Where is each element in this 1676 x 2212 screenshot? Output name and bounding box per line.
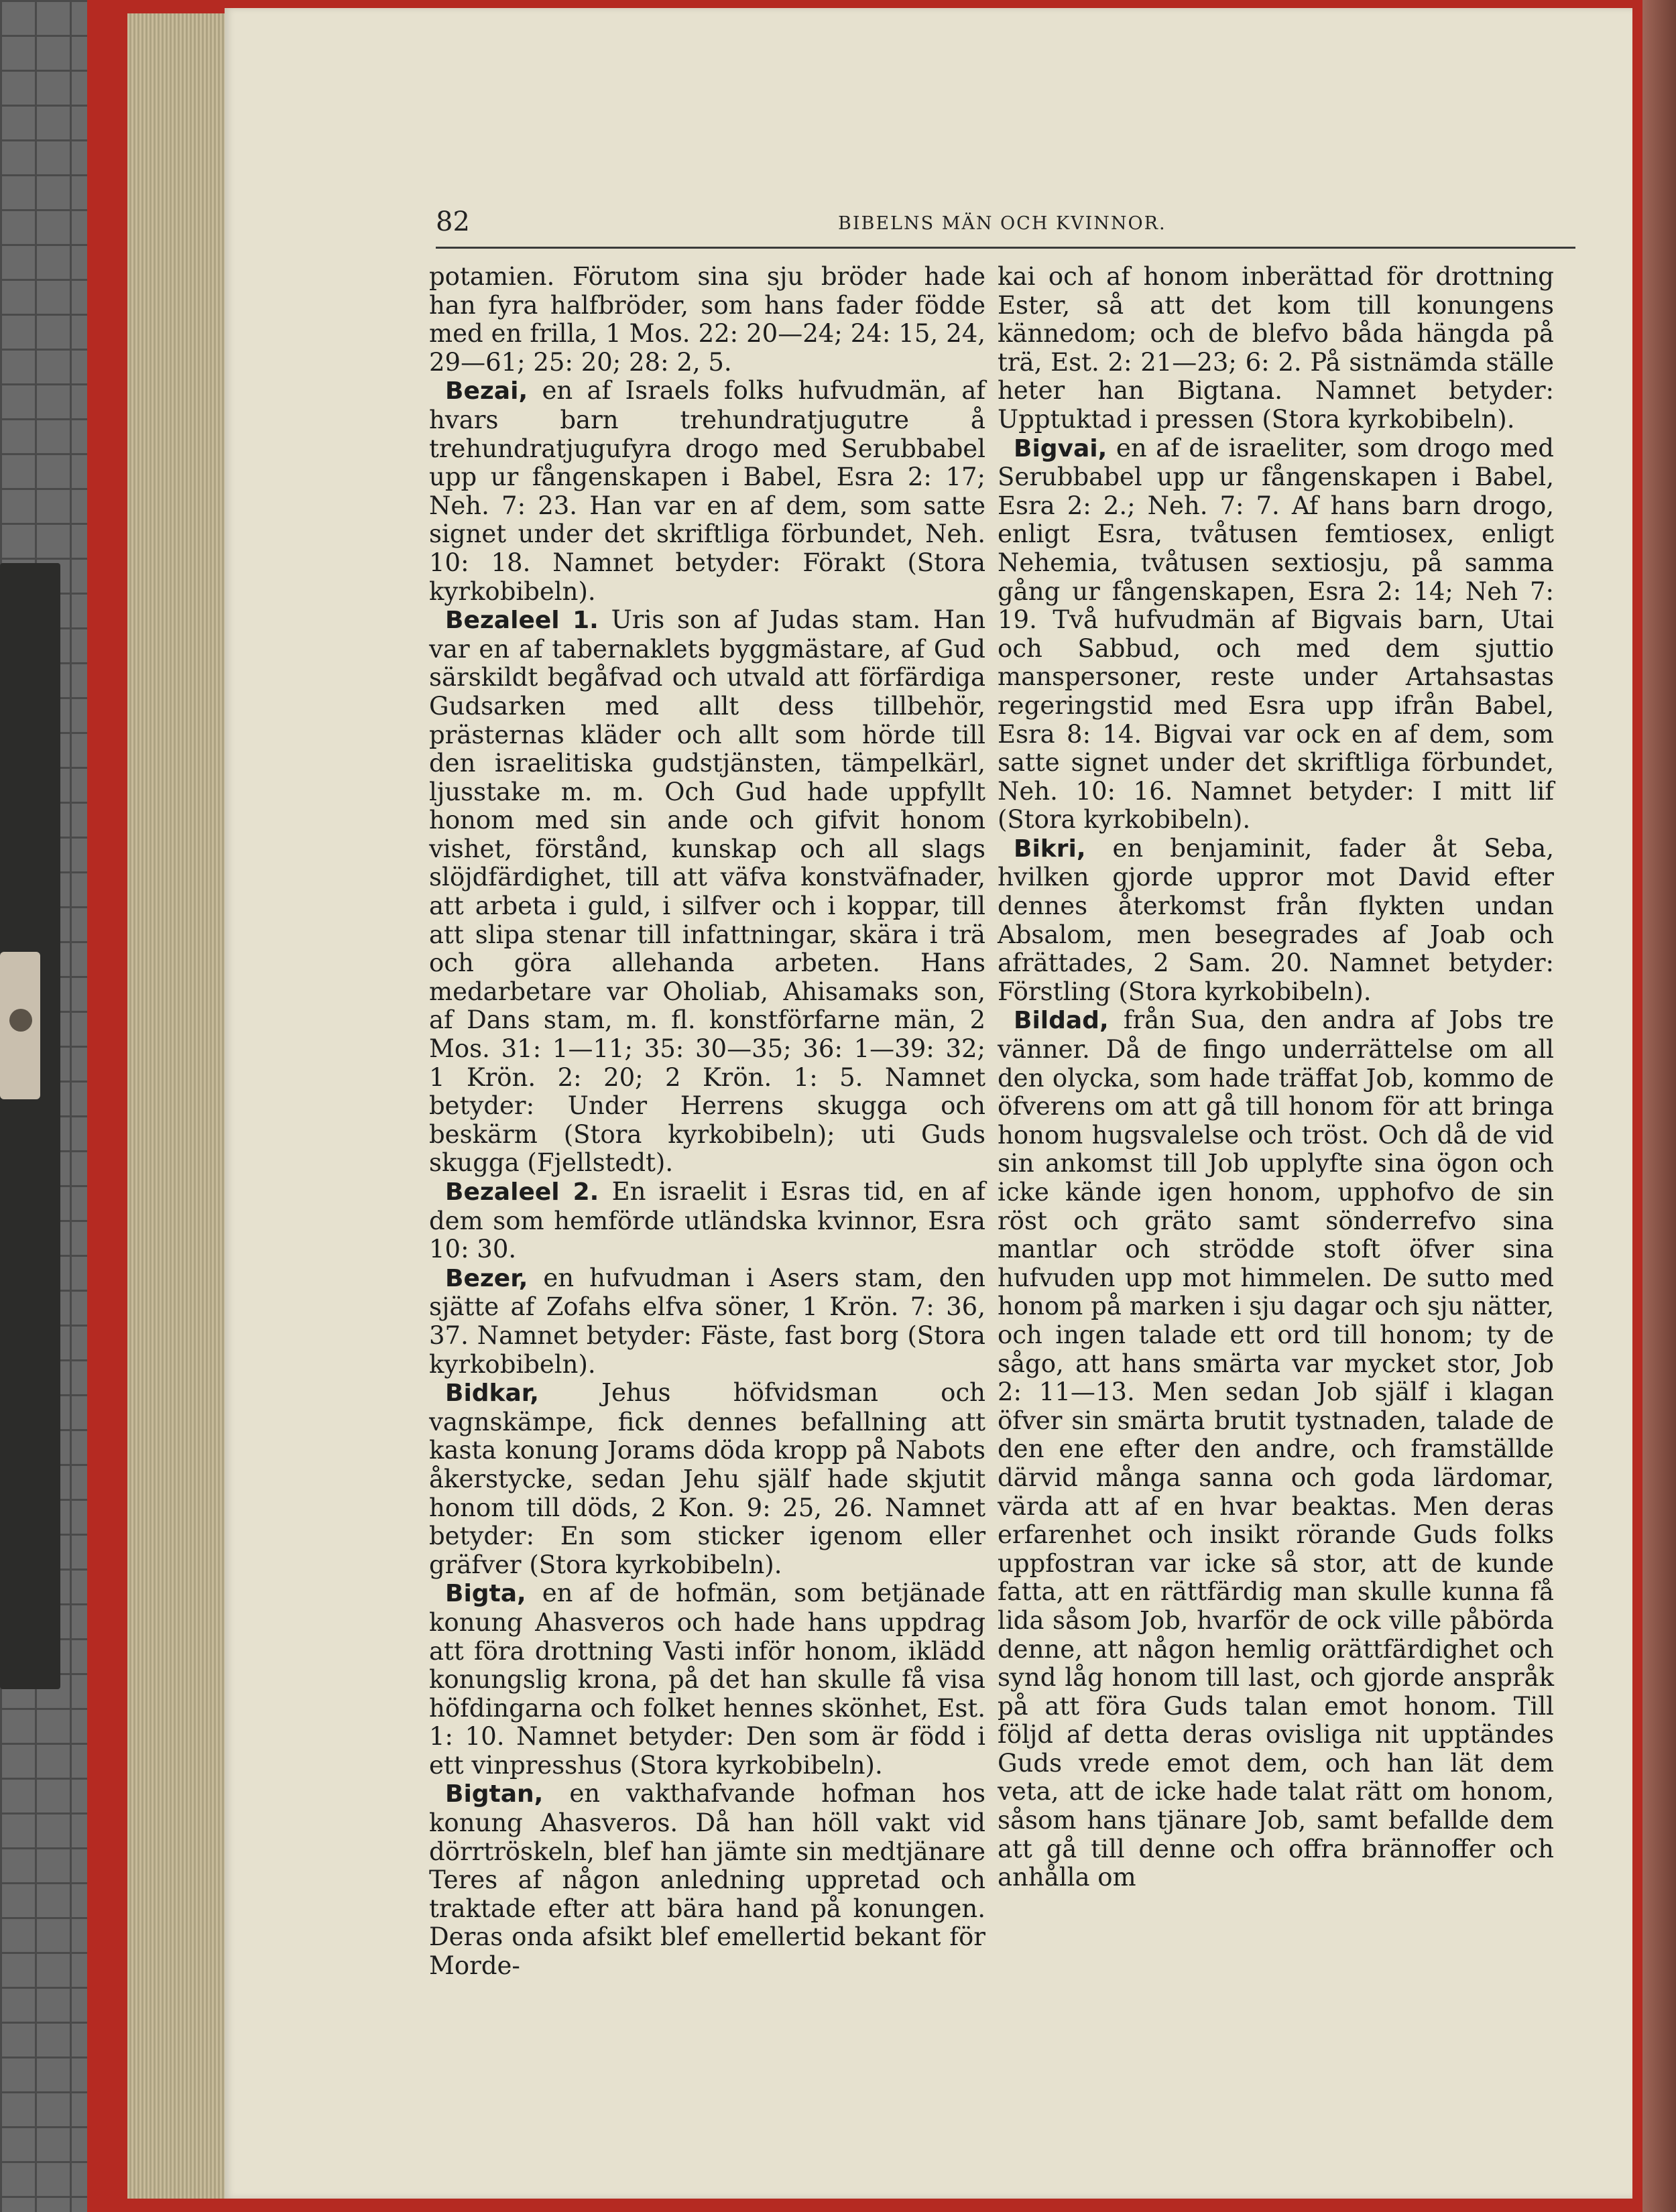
entry-text: en af Israels folks hufvudmän, af hvars barn trehundratjugutre å trehundratjugufyra drogo med Serubbabel upp ur fångenskapen i Babel, Esra 2: 17; Neh. 7: 23. Han var en af dem, som satte signet under det skriftliga förbundet, Neh. 10: 18. Namnet betyder: Förakt (Stora kyrkobibeln). [429,376,985,606]
entry-text: Uris son af Judas stam. Han var en af tabernaklets byggmästare, af Gud särskildt begåfvad och utvald att förfärdiga Gudsarken med allt dess tillbehör, prästernas kläder och allt som hörde till den israelitiska gudstjänsten, tämpelkärl, ljusstake m. m. Och Gud hade uppfyllt honom med sin ande och gifvit honom vishet, förstånd, kunskap och all slags slöjdfärdighet, till att väfva konstväfnader, att arbeta i guld, i silfver och i koppar, till att slipa stenar till infattningar, skära i trä och göra allehanda arbeten. Hans medarbetare var Oholiab, Ahisamaks son, af Dans stam, m. fl. konstförfarne män, 2 Mos. 31: 1—11; 35: 30—35; 36: 1—39: 32; 1 Krön. 2: 20; 2 Krön. 1: 5. Namnet betyder: Under Herrens skugga och beskärm (Stora kyrkobibeln); uti Guds skugga (Fjellstedt). [429,605,986,1178]
entry-paragraph [429,1579,985,1780]
entry-text: en hufvudman i Asers stam, den sjätte af Zofahs elfva söner, 1 Krön. 7: 36, 37. Namnet betyder: Fäste, fast borg (Stora kyrkobibeln). [429,1263,986,1379]
entry-text: en benjaminit, fader åt Seba, hvilken gjorde uppror mot David efter dennes återkomst från flykten undan Absalom, men besegrades af Joab och afrättades, 2 Sam. 20. Namnet betyder: Förstling (Stora kyrkobibeln). [998,833,1554,1006]
page-number: 82 [436,206,470,237]
entry-headword: Bigta, [445,1580,526,1608]
clamp-screw [9,1009,32,1032]
header-rule [436,247,1575,249]
entry-paragraph [998,835,1554,1007]
entry-headword: Bezaleel 2. [445,1178,599,1206]
book-clamp [0,563,60,1689]
entry-paragraph [429,377,985,606]
entry-headword: Bidkar, [445,1379,539,1408]
entry-paragraph [998,263,1554,434]
entry-paragraph [429,1178,985,1264]
entry-headword: Bezaleel 1. [445,607,599,635]
left-column [429,262,986,1981]
page-header [436,205,1575,245]
page-edges [127,13,228,2199]
entry-text: Jehus höfvidsman och vagnskämpe, fick dennes befallning att kasta konung Jorams döda kropp på Nabots åkerstycke, sedan Jehu själf hade skjutit honom till döds, 2 Kon. 9: 25, 26. Namnet betyder: En som sticker igenom eller gräfver (Stora kyrkobibeln). [429,1378,985,1579]
entry-headword: Bildad, [1014,1007,1109,1035]
entry-headword: Bigtan, [445,1780,544,1808]
entry-paragraph [429,263,985,377]
entry-paragraph [429,606,985,1178]
entry-headword: Bezai, [445,377,528,406]
facing-page-edge [1642,0,1676,2212]
entry-paragraph [998,1006,1554,1892]
entry-text: en vakthafvande hofman hos konung Ahasveros. Då han höll vakt vid dörrtröskeln, blef han jämte sin medtjänare Teres af någon anledning uppretad och traktade efter att bära hand på konungen. Deras onda afsikt blef emellertid bekant för Morde- [429,1779,985,1981]
entry-text: potamien. Förutom sina sju bröder hade han fyra halfbröder, som hans fader födde med en frilla, 1 Mos. 22: 20—24; 24: 15, 24, 29—61; 25: 20; 28: 2, 5. [429,262,985,377]
entry-paragraph [429,1379,985,1579]
entry-headword: Bikri, [1014,835,1086,863]
entry-text: en af de israeliter, som drogo med Serubbabel upp ur fångenskapen i Babel, Esra 2: 2.; Neh. 7: 7. Af hans barn drogo, enligt Esra, tvåtusen femtiosex, enligt Nehemia, tvåtusen sextiosju, på samma gång ur fångenskapen, Esra 2: 14; Neh 7: 19. Två hufvudmän af Bigvais barn, Utai och Sabbud, och med dem sjuttio manspersoner, reste under Artahsastas regeringstid med Esra upp ifrån Babel, Esra 8: 14. Bigvai var ock en af dem, som satte signet under det skriftliga förbundet, Neh. 10: 16. Namnet betyder: I mitt lif (Stora kyrkobibeln). [998,433,1554,835]
entry-text: en af de hofmän, som betjänade konung Ahasveros och hade hans uppdrag att föra drottning Vasti inför honom, iklädd konungslig krona, på det han skulle få visa höfdingarna och folket hennes skönhet, Est. 1: 10. Namnet betyder: Den som är född i ett vinpresshus (Stora kyrkobibeln). [429,1579,986,1780]
entry-text: kai och af honom inberättad för drottning Ester, så att det kom till konungens kännedom; och de blefvo båda hängda på trä, Est. 2: 21—23; 6: 2. På sistnämda ställe heter han Bigtana. Namnet betyder: Upptuktad i pressen (Stora kyrkobibeln). [998,262,1554,434]
entry-text: från Sua, den andra af Jobs tre vänner. Då de fingo underrättelse om all den olycka, som hade träffat Job, kommo de öfverens om att gå till honom för att bringa honom hugsvalelse och tröst. Och då de vid sin ankomst till Job upplyfte sina ögon och icke kände igen honom, upphofvo de sin röst och gräto samt sönderrefvo sina mantlar och strödde stoft öfver sina hufvuden upp mot himmelen. De sutto med honom på marken i sju dagar och sju nätter, och ingen talade ett ord till honom; ty de sågo, att hans smärta var mycket stor, Job 2: 11—13. Men sedan Job själf i klagan öfver sin smärta brutit tystnaden, talade de den ene efter den andre, och framställde därvid många sanna och goda lärdomar, värda att af en hvar beaktas. Men deras erfarenhet och insikt rörande Guds folks uppfostran var icke så stor, att de kunde fatta, att en rättfärdig man skulle kunna få lida såsom Job, hvarför de ock ville påbörda denne, att någon hemlig orättfärdighet och synd låg honom till last, och gjorde anspråk på att föra Guds talan emot honom. Till följd af detta deras ovisliga nit upptändes Guds vrede emot dem, och han lät dem veta, att de icke hade talat rätt om honom, såsom hans tjänare Job, samt befallde dem att gå till denne och offra brännoffer och anhålla om [998,1005,1554,1892]
entry-headword: Bigvai, [1014,434,1108,463]
entry-paragraph [429,1264,985,1379]
right-column [998,263,1554,1932]
entry-headword: Bezer, [445,1264,528,1292]
entry-paragraph [998,434,1554,835]
entry-text: En israelit i Esras tid, en af dem som hemförde utländska kvinnor, Esra 10: 30. [429,1177,985,1264]
running-title: BIBELNS MÄN OCH KVINNOR. [838,213,1166,234]
entry-paragraph [429,1780,985,1980]
